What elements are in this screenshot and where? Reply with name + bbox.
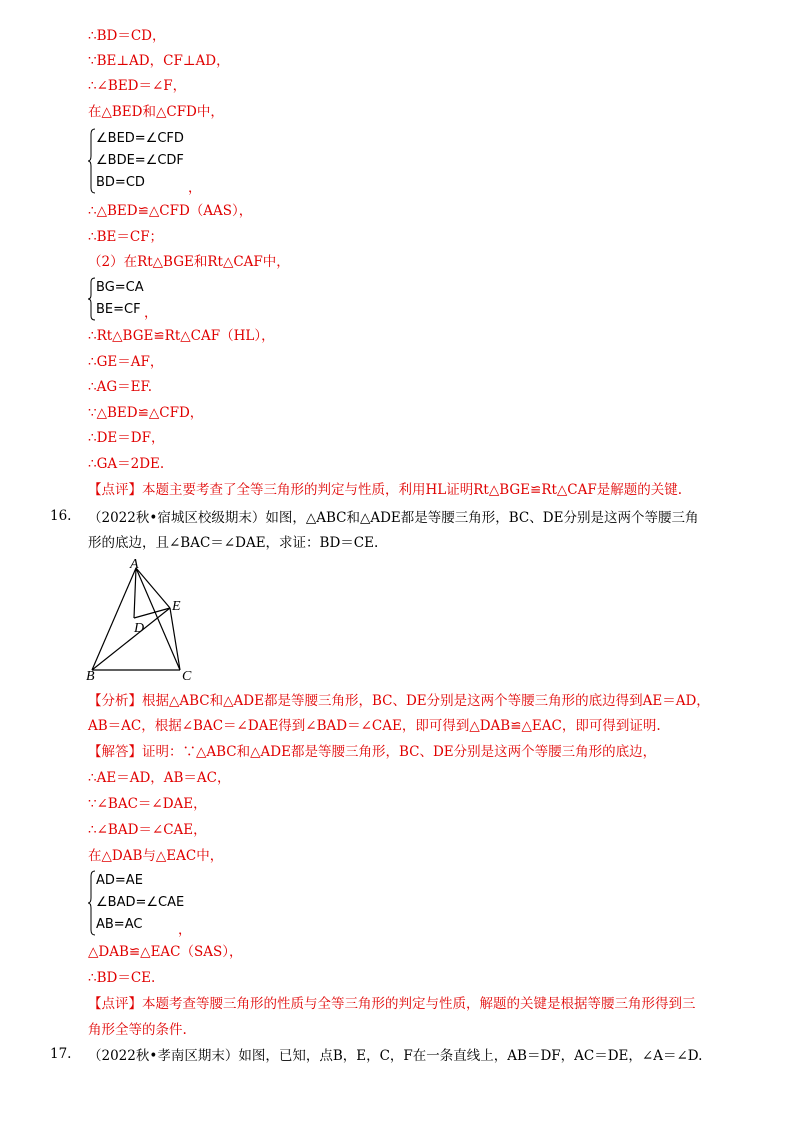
proof-line: ∴GE＝AF，: [88, 354, 164, 370]
equation-row: BD=CD: [96, 175, 145, 190]
proof-line: ∴GA＝2DE.: [88, 456, 165, 472]
proof-line: ∴∠BAD＝∠CAE，: [88, 822, 207, 838]
proof-line: △DAB≌△EAC（SAS），: [88, 944, 243, 960]
equation-row: BG=CA: [96, 280, 144, 295]
analysis-line: AB＝AC，根据∠BAC＝∠DAE得到∠BAD＝∠CAE，即可得到△DAB≌△EAC，即可得到证明.: [88, 718, 661, 734]
proof-line: ∴DE＝DF，: [88, 430, 165, 446]
point-label-B: B: [86, 669, 95, 682]
proof-line: ∴∠BED＝∠F，: [88, 78, 187, 94]
proof-line: ∴BE＝CF；: [88, 229, 164, 245]
brace-icon: [88, 277, 96, 321]
segment-AB: [92, 568, 136, 670]
brace-icon: [88, 870, 96, 936]
equation-row: ∠BAD=∠CAE: [96, 895, 185, 910]
segment-BE: [92, 608, 170, 670]
triangle-figure: [84, 558, 224, 682]
segment-EC: [170, 608, 180, 670]
proof-line: ∴AE＝AD，AB＝AC，: [88, 770, 231, 786]
point-label-C: C: [182, 669, 192, 682]
question-text: （2022秋•宿城区校级期末）如图，△ABC和△ADE都是等腰三角形，BC、DE分别是这两个等腰三角: [88, 510, 699, 526]
equation-row: BE=CF: [96, 302, 141, 317]
proof-line: ∴Rt△BGE≌Rt△CAF（HL），: [88, 328, 275, 344]
solution-line: 【解答】证明：∵△ABC和△ADE都是等腰三角形，BC、DE分别是这两个等腰三角形的底边，: [88, 744, 657, 760]
question-number: 16.: [50, 508, 72, 524]
proof-line: （2）在Rt△BGE和Rt△CAF中，: [88, 254, 290, 270]
comment-line: 【点评】本题主要考查了全等三角形的判定与性质，利用HL证明Rt△BGE≌Rt△CAF是解题的关键.: [88, 482, 683, 498]
proof-line: ∵△BED≌△CFD，: [88, 405, 204, 421]
proof-line: ∵∠BAC＝∠DAE，: [88, 796, 207, 812]
equation-row: ∠BED=∠CFD: [96, 131, 184, 146]
proof-line: 在△BED和△CFD中，: [88, 104, 224, 120]
proof-line: 在△DAB与△EAC中，: [88, 848, 224, 864]
segment-AD: [134, 568, 136, 618]
comment-line: 角形全等的条件.: [88, 1022, 187, 1038]
system-comma: ，: [188, 180, 202, 196]
segment-AC: [136, 568, 180, 670]
proof-line: ∴AG＝EF.: [88, 379, 153, 395]
question-text: 形的底边，且∠BAC＝∠DAE，求证：BD＝CE.: [88, 535, 379, 551]
equation-row: ∠BDE=∠CDF: [96, 153, 184, 168]
point-label-A: A: [130, 558, 139, 572]
system-comma: ，: [178, 922, 192, 938]
proof-line: ∴△BED≌△CFD（AAS），: [88, 203, 253, 219]
comment-line: 【点评】本题考查等腰三角形的性质与全等三角形的判定与性质，解题的关键是根据等腰三角形得到三: [88, 996, 696, 1012]
equation-row: AD=AE: [96, 873, 143, 888]
analysis-line: 【分析】根据△ABC和△ADE都是等腰三角形，BC、DE分别是这两个等腰三角形的底边得到AE＝AD，: [88, 693, 710, 709]
segment-AE: [136, 568, 170, 608]
brace-icon: [88, 128, 96, 194]
proof-line: ∴BD＝CE.: [88, 970, 156, 986]
system-comma: ，: [144, 305, 158, 321]
proof-line: ∵BE⊥AD，CF⊥AD，: [88, 53, 230, 69]
point-label-D: D: [134, 621, 145, 636]
question-text: （2022秋•孝南区期末）如图，已知，点B，E，C，F在一条直线上，AB＝DF，AC＝DE，∠A＝∠D.: [88, 1048, 703, 1064]
question-number: 17.: [50, 1046, 72, 1062]
proof-line: ∴BD＝CD，: [88, 28, 166, 44]
equation-row: AB=AC: [96, 917, 143, 932]
point-label-E: E: [172, 599, 181, 614]
